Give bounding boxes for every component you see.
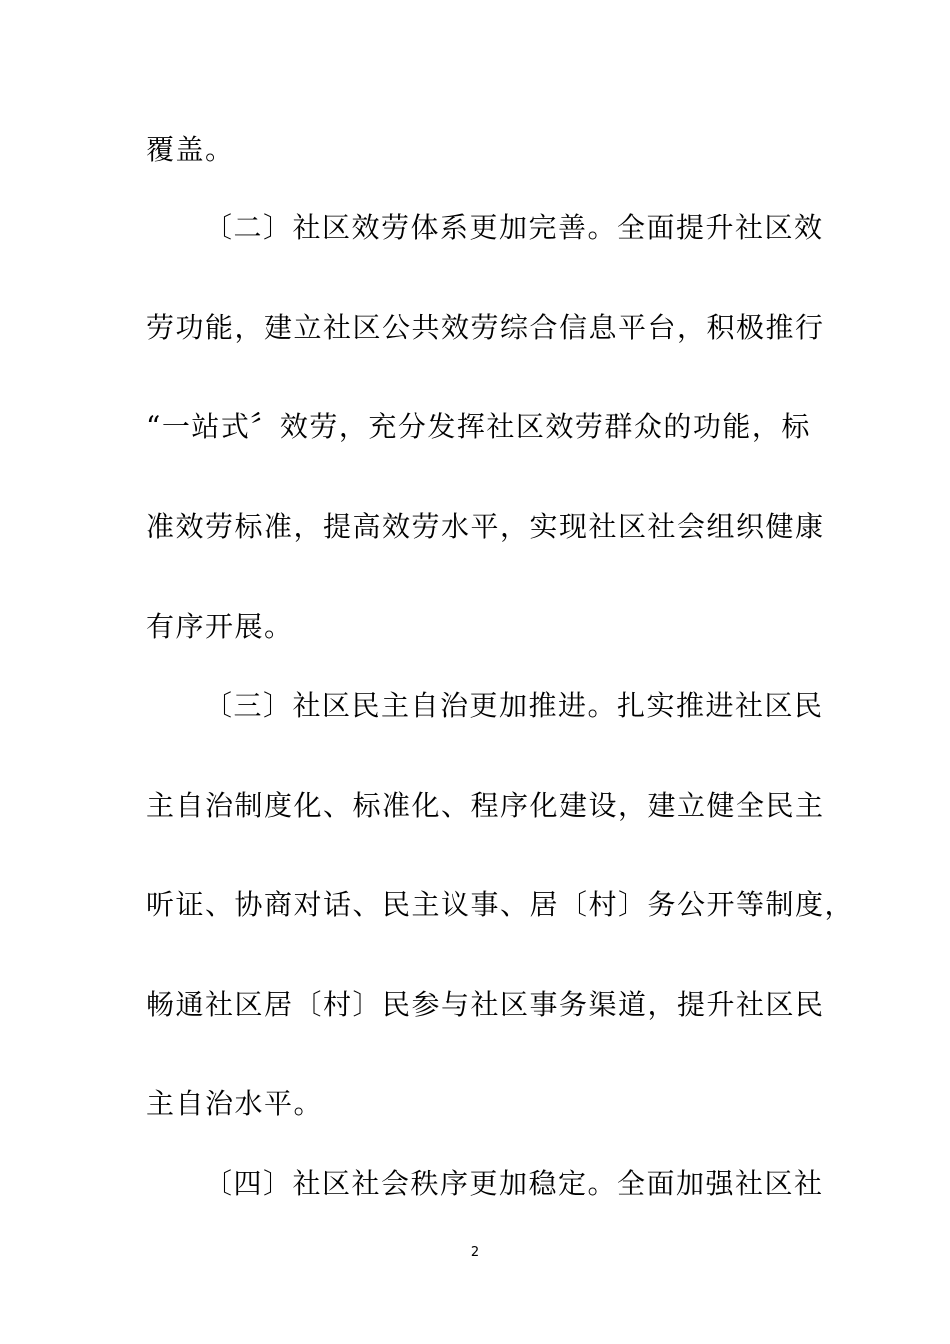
text-line-9: 听证、协商对话、民主议事、居〔村〕务公开等制度， <box>146 888 855 921</box>
text-line-5: 准效劳标准，提高效劳水平，实现社区社会组织健康 <box>146 510 825 543</box>
text-line-12: 〔四〕社区社会秩序更加稳定。全面加强社区社 <box>204 1167 824 1200</box>
text-line-7: 〔三〕社区民主自治更加推进。扎实推进社区民 <box>204 689 824 722</box>
text-line-1: 覆盖。 <box>146 133 235 166</box>
text-line-6: 有序开展。 <box>146 610 294 643</box>
text-line-8: 主自治制度化、标准化、程序化建设，建立健全民主 <box>146 789 825 822</box>
text-line-2: 〔二〕社区效劳体系更加完善。全面提升社区效 <box>204 211 824 244</box>
page-number: 2 <box>470 1245 480 1260</box>
text-line-4: “一站式〞效劳，充分发挥社区效劳群众的功能，标 <box>146 410 811 443</box>
text-line-11: 主自治水平。 <box>146 1087 324 1120</box>
text-line-10: 畅通社区居〔村〕民参与社区事务渠道，提升社区民 <box>146 988 825 1021</box>
text-line-3: 劳功能，建立社区公共效劳综合信息平台，积极推行 <box>146 311 825 344</box>
